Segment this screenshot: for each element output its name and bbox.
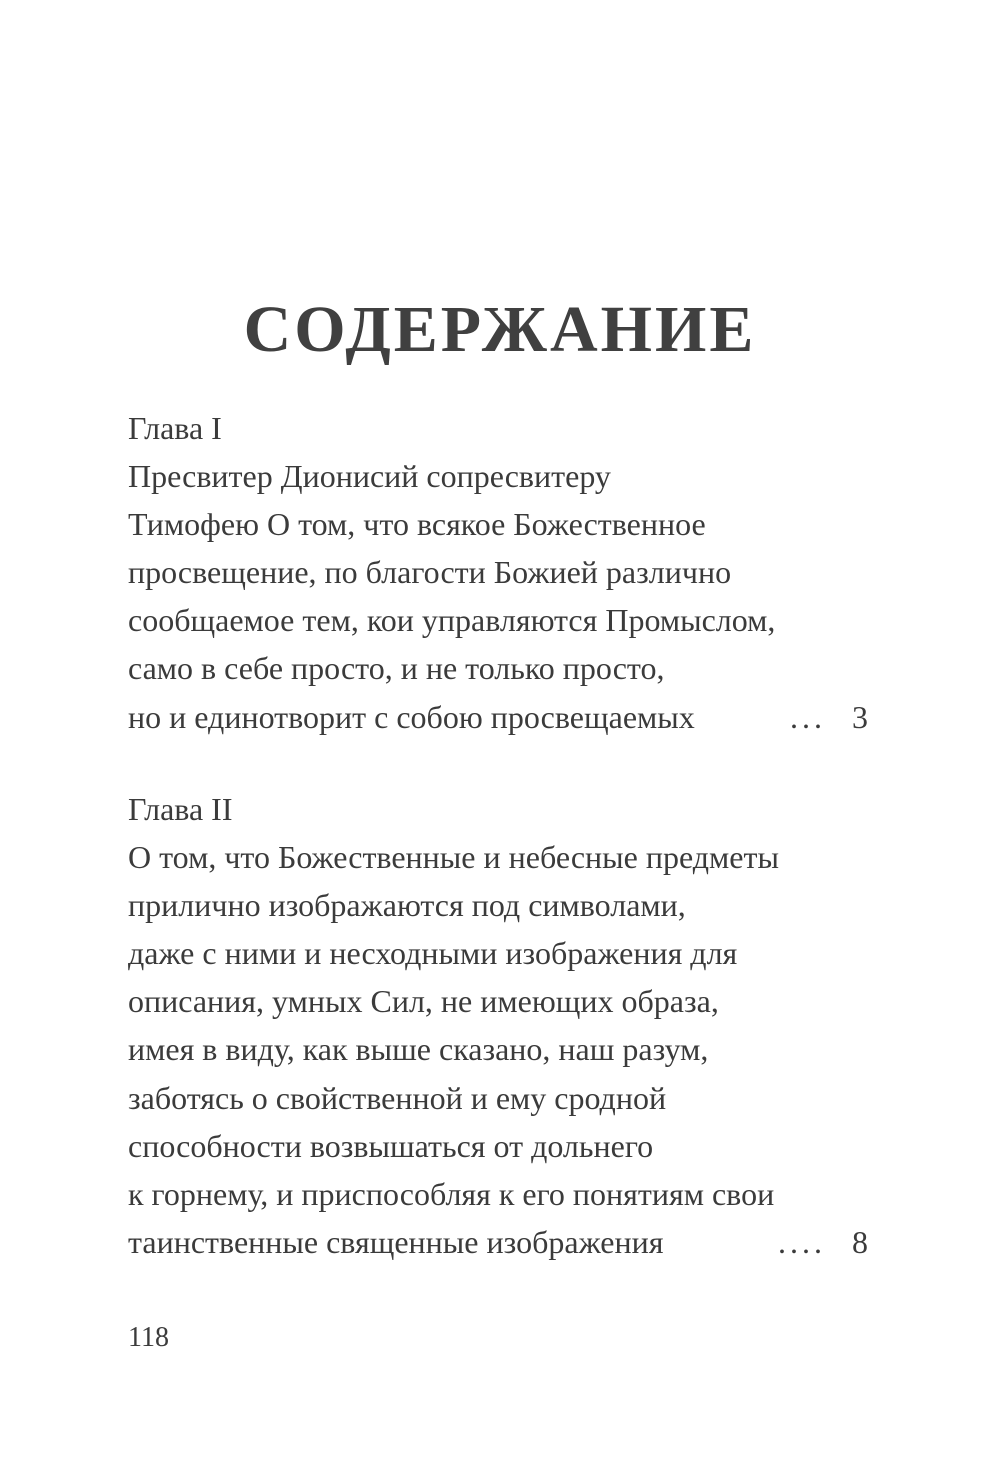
- chapter-heading: Глава I: [128, 410, 222, 446]
- toc-entry-chapter-1[interactable]: [128, 404, 868, 741]
- entry-text-line: О том, что Божественные и небесные предметы: [128, 839, 779, 876]
- page-title: СОДЕРЖАНИЕ: [243, 293, 757, 366]
- entry-text-line: способности возвышаться от дольнего: [128, 1127, 654, 1164]
- entry-text-line: даже с ними и несходными изображения для: [128, 935, 738, 972]
- entry-last-line: [128, 693, 868, 741]
- toc-entry-chapter-2[interactable]: [128, 785, 868, 1266]
- dot-leader: ....: [778, 1223, 826, 1260]
- entry-text-line: Пресвитер Дионисий сопресвитеру: [128, 458, 611, 495]
- page-number: 118: [128, 1322, 169, 1353]
- entry-text-line: просвещение, по благости Божией различно: [128, 554, 732, 591]
- entry-page-number: 3: [852, 698, 868, 735]
- entry-text-line: Тимофею О том, что всякое Божественное: [128, 506, 706, 543]
- dot-leader: ...: [790, 698, 826, 735]
- entry-text-line: к горнему, и приспособляя к его понятиям свои: [128, 1175, 775, 1212]
- entry-page-number: 8: [852, 1223, 868, 1260]
- entry-text-line: описания, умных Сил, не имеющих образа,: [128, 983, 719, 1020]
- chapter-heading: Глава II: [128, 791, 233, 827]
- entry-text-line: имея в виду, как выше сказано, наш разум,: [128, 1031, 709, 1068]
- entry-last-line: [128, 1218, 868, 1266]
- entry-text-line: само в себе просто, и не только просто,: [128, 650, 665, 687]
- entry-text-line: прилично изображаются под символами,: [128, 887, 686, 924]
- entry-text-line: сообщаемое тем, кои управляются Промыслом,: [128, 602, 776, 639]
- entry-text-line: заботясь о свойственной и ему сродной: [128, 1079, 667, 1116]
- entry-text-line: но и единотворит с собою просвещаемых: [128, 698, 695, 735]
- entry-text-line: таинственные священные изображения: [128, 1223, 664, 1260]
